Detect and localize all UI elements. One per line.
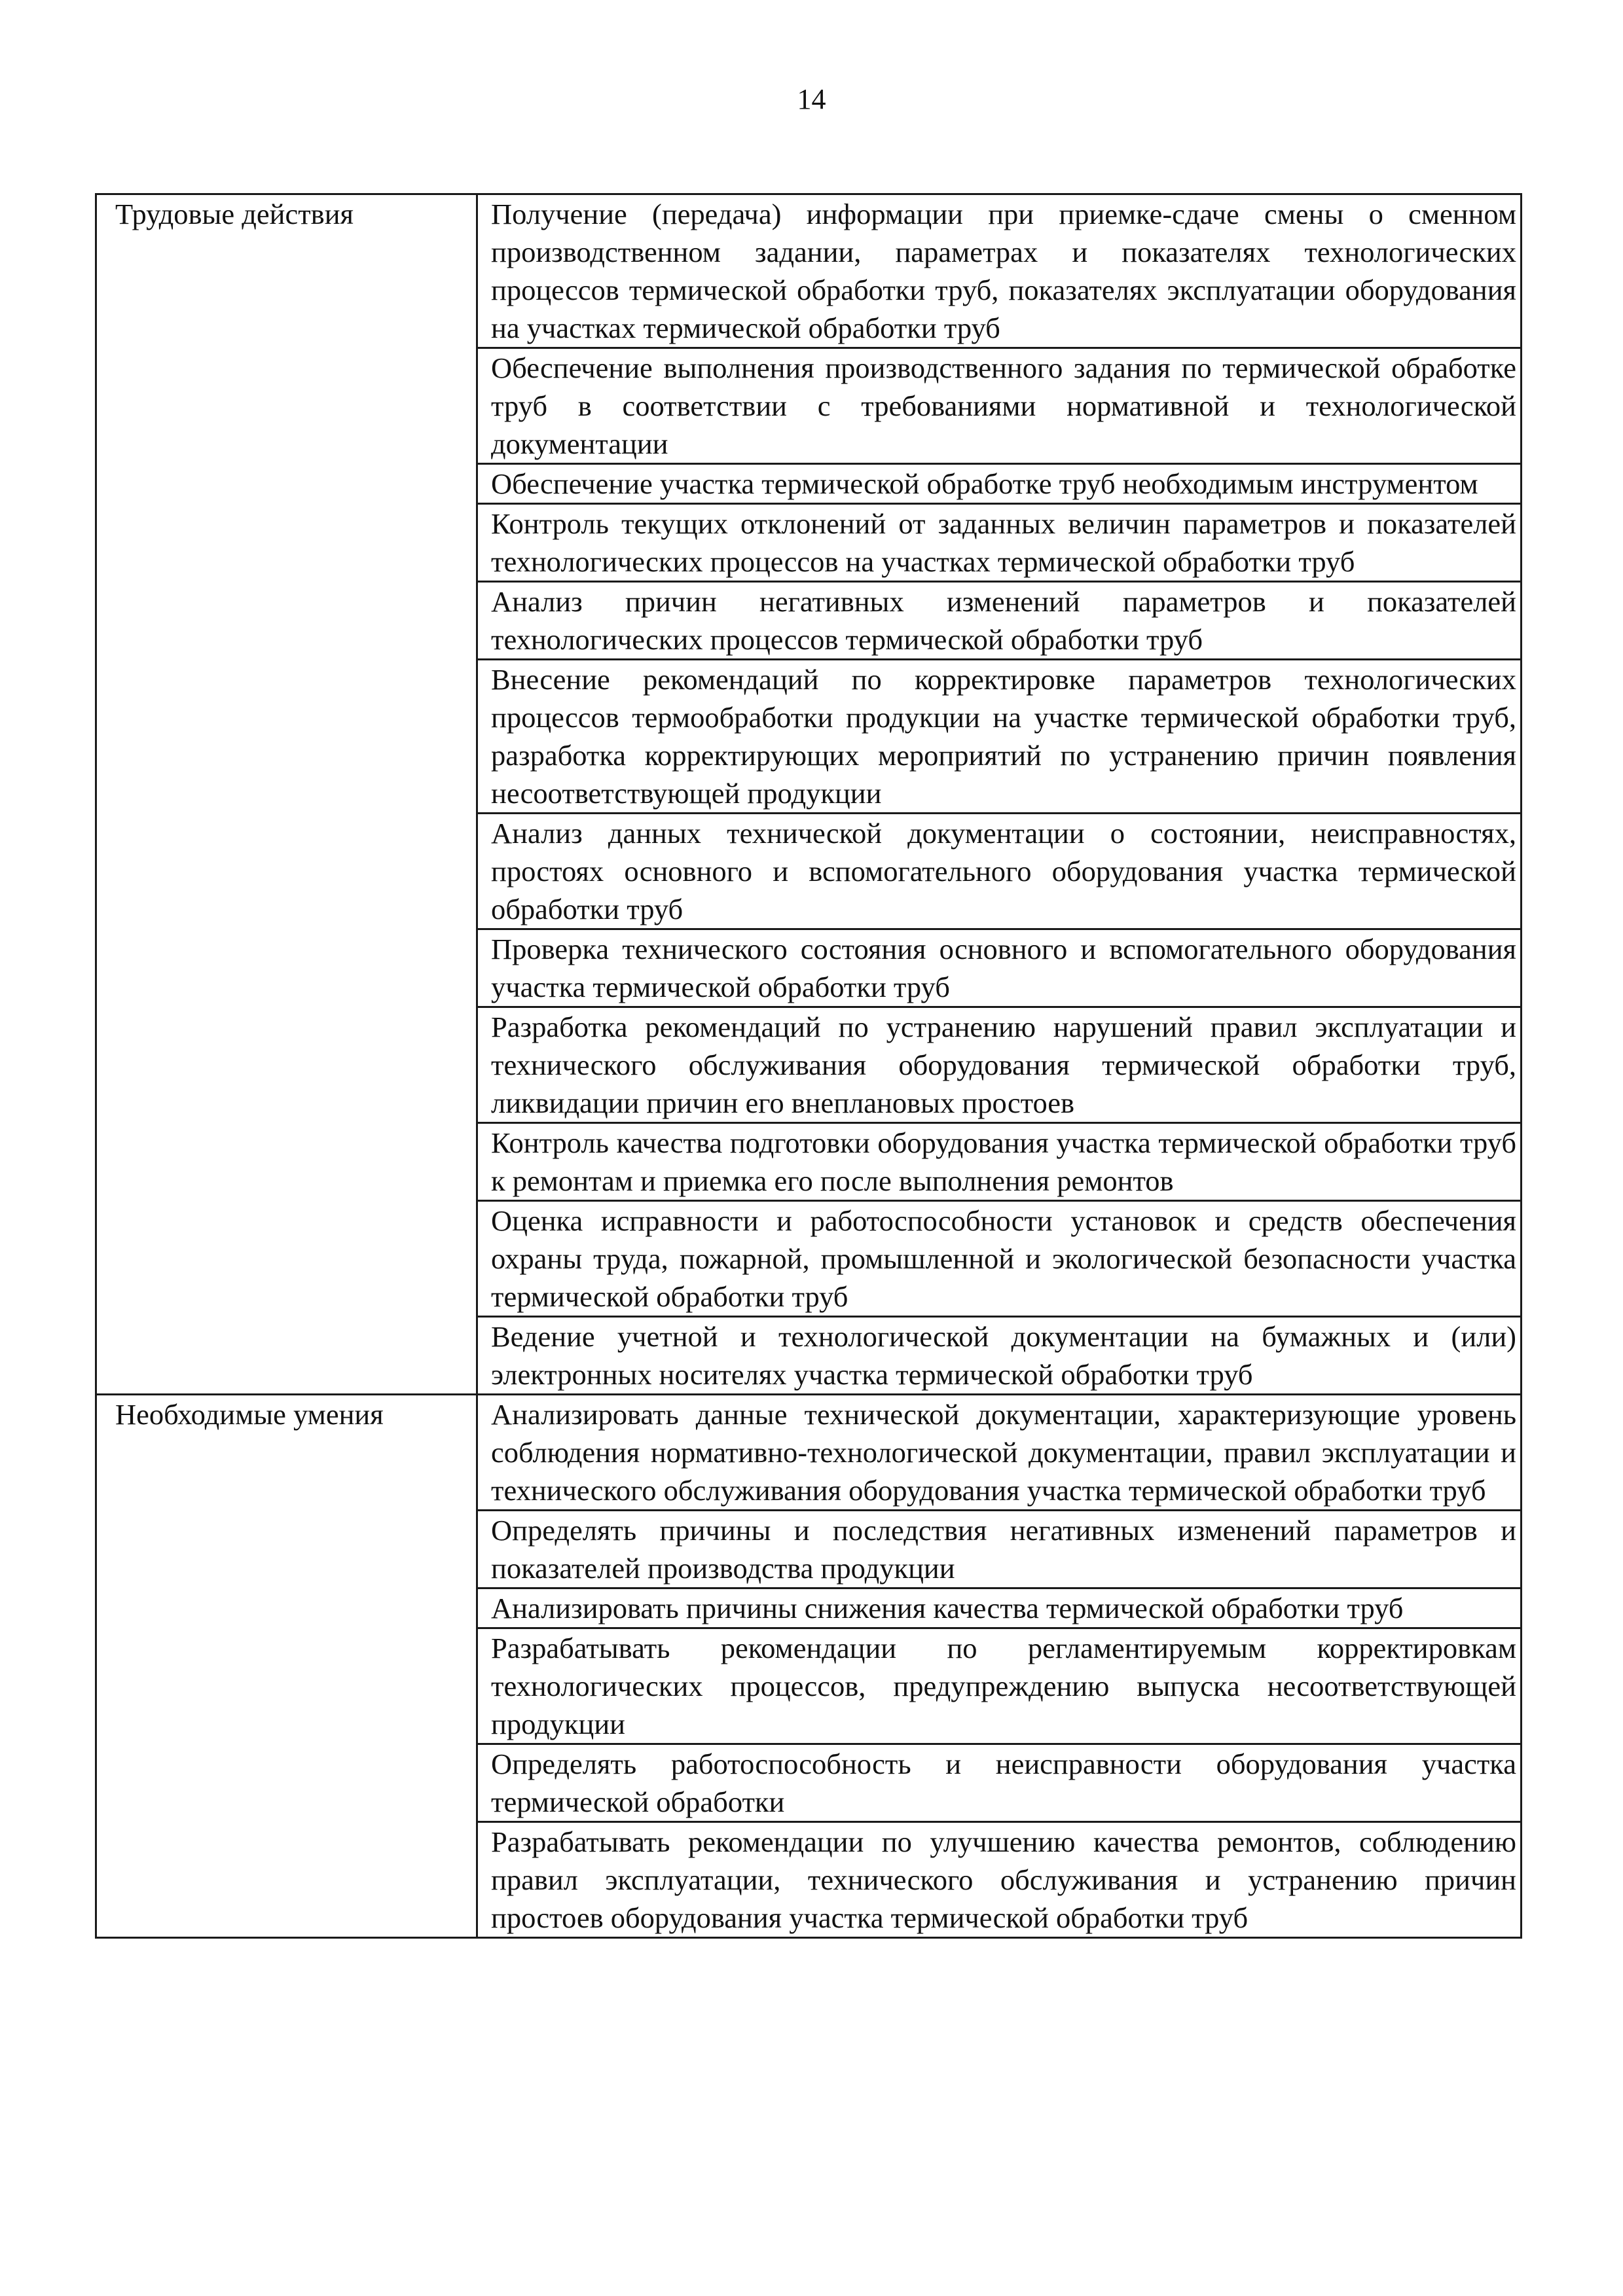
labor-action-item: Обеспечение выполнения производственного задания по термической обработке труб в соответствии с требованиями нормативной и технологической документации [477,348,1522,464]
labor-action-item: Получение (передача) информации при приемке-сдаче смены о сменном производственном задании, параметрах и показателях технологических процессов термической обработки труб, показателях эксплуатации оборудования на участках термической обработки труб [477,194,1522,348]
skill-item: Анализировать причины снижения качества термической обработки труб [477,1588,1522,1628]
section-label-labor-actions: Трудовые действия [96,194,477,1395]
labor-action-item: Ведение учетной и технологической документации на бумажных и (или) электронных носителях участка термической обработки труб [477,1317,1522,1395]
labor-action-item: Внесение рекомендаций по корректировке параметров технологических процессов термообработки продукции на участке термической обработки труб, разработка корректирующих мероприятий по устранению причин появления несоответствующей продукции [477,660,1522,814]
labor-action-item: Анализ данных технической документации о состоянии, неисправностях, простоях основного и вспомогательного оборудования участка термической обработки труб [477,814,1522,929]
skill-item: Разрабатывать рекомендации по регламентируемым корректировкам технологических процессов, предупреждению выпуска несоответствующей продукции [477,1628,1522,1744]
labor-action-item: Анализ причин негативных изменений параметров и показателей технологических процессов термической обработки труб [477,582,1522,660]
skill-item: Определять причины и последствия негативных изменений параметров и показателей производства продукции [477,1511,1522,1588]
table-row [96,194,1522,348]
page-number: 14 [797,83,826,115]
labor-action-item: Обеспечение участка термической обработке труб необходимым инструментом [477,464,1522,504]
skill-item: Определять работоспособность и неисправности оборудования участка термической обработки [477,1744,1522,1822]
labor-action-item: Разработка рекомендаций по устранению нарушений правил эксплуатации и технического обслуживания оборудования термической обработки труб, ликвидации причин его внеплановых простоев [477,1007,1522,1123]
competency-table [95,193,1522,1939]
skill-item: Разрабатывать рекомендации по улучшению качества ремонтов, соблюдению правил эксплуатации, технического обслуживания и устранению причин простоев оборудования участка термической обработки труб [477,1822,1522,1938]
labor-action-item: Контроль текущих отклонений от заданных величин параметров и показателей технологических процессов на участках термической обработки труб [477,504,1522,582]
section-label-required-skills: Необходимые умения [96,1395,477,1938]
labor-action-item: Оценка исправности и работоспособности установок и средств обеспечения охраны труда, пожарной, промышленной и экологической безопасности участка термической обработки труб [477,1201,1522,1317]
skill-item: Анализировать данные технической документации, характеризующие уровень соблюдения нормативно-технологической документации, правил эксплуатации и технического обслуживания оборудования участка термической обработки труб [477,1395,1522,1511]
labor-action-item: Проверка технического состояния основного и вспомогательного оборудования участка термической обработки труб [477,929,1522,1007]
labor-action-item: Контроль качества подготовки оборудования участка термической обработки труб к ремонтам и приемка его после выполнения ремонтов [477,1123,1522,1201]
table-row [96,1395,1522,1511]
